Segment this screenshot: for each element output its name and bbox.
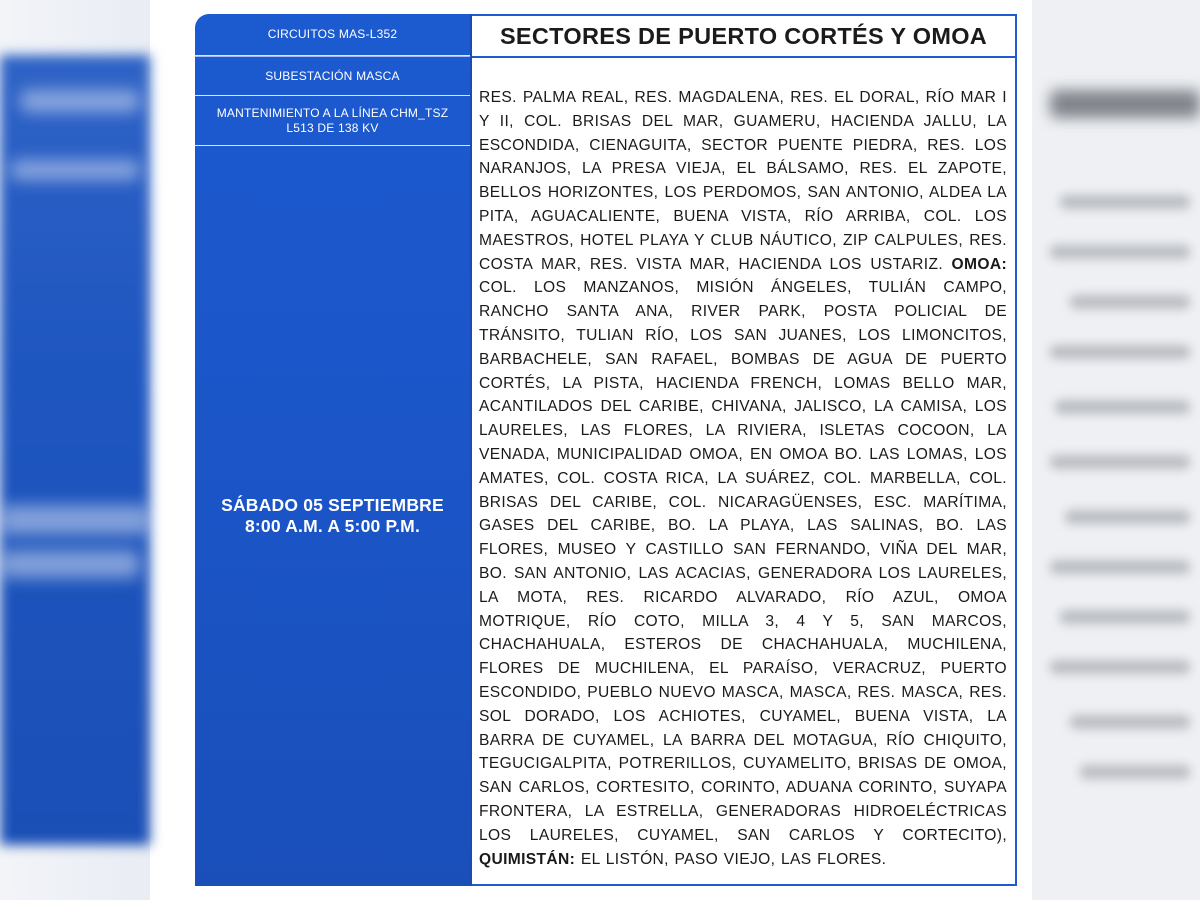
blurred-text-line — [1060, 195, 1190, 209]
blurred-text-blob — [0, 505, 150, 535]
sectors-puerto-cortes: RES. PALMA REAL, RES. MAGDALENA, RES. EL DORAL, RÍO MAR I Y II, COL. BRISAS DEL MAR, GUAMERU, HACIENDA JALLU, LA ESCONDIDA, CIENAGUITA, SECTOR PUENTE PIEDRA, RES. LOS NARANJOS, LA PRESA VIEJA, EL BÁLSAMO, RES. EL ZAPOTE, BELLOS HORIZONTES, LOS PERDOMOS, SAN ANTONIO, ALDEA LA PITA, AGUACALIENTE, BUENA VISTA, RÍO ARRIBA, COL. LOS MAESTROS, HOTEL PLAYA Y CLUB NÁUTICO, ZIP CALPULES, RES. COSTA MAR, RES. VISTA MAR, HACIENDA LOS USTARIZ. — [479, 89, 1007, 273]
blurred-text-blob — [10, 160, 140, 180]
sectors-list — [472, 58, 1015, 871]
omoa-label: OMOA: — [951, 255, 1007, 273]
blurred-text-line — [1050, 660, 1190, 674]
maintenance-line-1: MANTENIMIENTO A LA LÍNEA CHM_TSZ — [216, 105, 449, 120]
blurred-text-line — [1065, 510, 1190, 524]
blurred-text-line — [1055, 400, 1190, 414]
schedule-datetime — [195, 146, 470, 886]
outage-notice-card — [195, 14, 1017, 886]
blurred-text-line — [1050, 455, 1190, 469]
maintenance-label — [195, 96, 470, 146]
blurred-text-line — [1080, 765, 1190, 779]
outage-time: 8:00 A.M. A 5:00 P.M. — [244, 516, 421, 536]
maintenance-line-2: L513 DE 138 KV — [286, 120, 379, 135]
blurred-text-line — [1070, 295, 1190, 309]
circuits-label: CIRCUITOS MAS-L352 — [195, 14, 470, 56]
quimistan-label: QUIMISTÁN: — [479, 850, 576, 868]
schedule-column — [195, 14, 470, 886]
sectors-column — [472, 14, 1017, 886]
outage-date: SÁBADO 05 SEPTIEMBRE — [221, 495, 444, 515]
blurred-text-blob — [0, 550, 140, 578]
sectors-quimistan: EL LISTÓN, PASO VIEJO, LAS FLORES. — [580, 850, 887, 868]
substation-label: SUBESTACIÓN MASCA — [195, 56, 470, 96]
blurred-text-line — [1050, 245, 1190, 259]
blurred-text-line — [1070, 715, 1190, 729]
blurred-text-line — [1050, 345, 1190, 359]
blurred-text-line — [1050, 560, 1190, 574]
sectors-omoa: COL. LOS MANZANOS, MISIÓN ÁNGELES, TULIÁN CAMPO, RANCHO SANTA ANA, RIVER PARK, POSTA POLICIAL DE TRÁNSITO, TULIAN RÍO, LOS SAN JUANES, LOS LIMONCITOS, BARBACHELE, SAN RAFAEL, BOMBAS DE AGUA DE PUERTO CORTÉS, LA PISTA, HACIENDA FRENCH, LOMAS BELLO MAR, ACANTILADOS DEL CARIBE, CHIVANA, JALISCO, LA CAMISA, LOS LAURELES, LAS FLORES, LA RIVIERA, ISLETAS COCOON, LA VENADA, MUNICIPALIDAD OMOA, EN OMOA BO. LAS LOMAS, LOS AMATES, COL. COSTA RICA, LA SUÁREZ, COL. MARBELLA, COL. BRISAS DEL CARIBE, COL. NICARAGÜENSES, ESC. MARÍTIMA, GASES DEL CARIBE, BO. LA PLAYA, LAS SALINAS, BO. LAS FLORES, MUSEO Y CASTILLO SAN FERNANDO, VIÑA DEL MAR, BO. SAN ANTONIO, LAS ACACIAS, GENERADORA LOS LAURELES, LA MOTA, RES. RICARDO ALVARADO, RÍO AZUL, OMOA MOTRIQUE, RÍO COTO, MILLA 3, 4 Y 5, SAN MARCOS, CHACHAHUALA, ESTEROS DE CHACHAHUALA, MUCHILENA, FLORES DE MUCHILENA, EL PARAÍSO, VERACRUZ, PUERTO ESCONDIDO, PUEBLO NUEVO MASCA, MASCA, RES. MASCA, RES. SOL DORADO, LOS ACHIOTES, CUYAMEL, BUENA VISTA, LA BARRA DE CUYAMEL, LA BARRA DEL MOTAGUA, RÍO CHIQUITO, TEGUCIGALPITA, POTRERILLOS, CUYAMELITO, BRISAS DE OMOA, SAN CARLOS, CORTESITO, CORINTO, ADUANA CORINTO, SUYAPA FRONTERA, LA ESTRELLA, GENERADORAS HIDROELÉCTRICAS LOS LAURELES, CUYAMEL, SAN CARLOS Y CORTECITO), — [479, 279, 1007, 844]
sectors-title: SECTORES DE PUERTO CORTÉS Y OMOA — [472, 16, 1015, 58]
blurred-text-blob — [20, 90, 140, 112]
blurred-title — [1050, 90, 1200, 118]
blurred-background-right — [1032, 0, 1200, 900]
blurred-text-line — [1060, 610, 1190, 624]
blurred-background-left — [0, 0, 150, 900]
